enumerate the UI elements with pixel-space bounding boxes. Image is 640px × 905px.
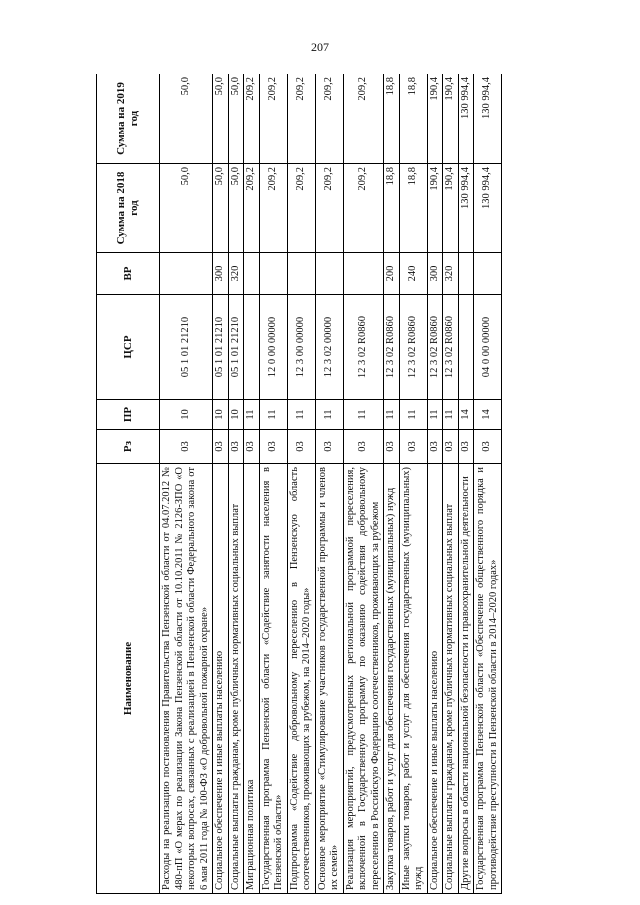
cell-csr: 12 3 02 00000 — [315, 295, 343, 400]
cell-sum-2018: 209,2 — [287, 164, 315, 253]
cell-sum-2018: 190,4 — [427, 164, 443, 253]
budget-table-container — [96, 74, 558, 894]
table-row — [244, 74, 260, 894]
cell-vr — [287, 253, 315, 295]
cell-name: Социальные выплаты гражданам, кроме публичных нормативных социальных выплат — [228, 464, 244, 894]
cell-csr: 12 3 02 R0860 — [443, 295, 459, 400]
cell-pr: 11 — [244, 400, 260, 430]
cell-csr — [244, 295, 260, 400]
cell-pr: 11 — [343, 400, 384, 430]
table-row — [384, 74, 400, 894]
cell-sum-2018: 190,4 — [443, 164, 459, 253]
budget-table — [96, 74, 502, 894]
cell-vr — [458, 253, 474, 295]
header-pr: ПР — [97, 400, 160, 430]
cell-sum-2019: 50,0 — [160, 74, 213, 164]
cell-pr: 11 — [287, 400, 315, 430]
cell-rz: 03 — [399, 430, 427, 464]
cell-name: Социальное обеспечение и иные выплаты населению — [213, 464, 229, 894]
cell-name: Социальные выплаты гражданам, кроме публичных нормативных социальных выплат — [443, 464, 459, 894]
cell-sum-2019: 209,2 — [244, 74, 260, 164]
cell-rz: 03 — [443, 430, 459, 464]
cell-sum-2019: 190,4 — [427, 74, 443, 164]
cell-name: Иные закупки товаров, работ и услуг для обеспечения государственных (муниципальных) нужд — [399, 464, 427, 894]
cell-csr: 12 3 00 00000 — [287, 295, 315, 400]
cell-csr — [458, 295, 474, 400]
cell-name: Подпрограмма «Содействие добровольному переселению в Пензенскую область соотечественников, проживающих за рубежом, на 2014–2020 годы» — [287, 464, 315, 894]
cell-pr: 10 — [228, 400, 244, 430]
table-row — [287, 74, 315, 894]
cell-csr: 05 1 01 21210 — [160, 295, 213, 400]
cell-csr: 05 1 01 21210 — [228, 295, 244, 400]
cell-sum-2018: 209,2 — [315, 164, 343, 253]
cell-pr: 11 — [443, 400, 459, 430]
cell-sum-2019: 190,4 — [443, 74, 459, 164]
cell-rz: 03 — [244, 430, 260, 464]
cell-rz: 03 — [384, 430, 400, 464]
cell-sum-2018: 209,2 — [259, 164, 287, 253]
table-row — [259, 74, 287, 894]
cell-pr: 11 — [259, 400, 287, 430]
table-row — [228, 74, 244, 894]
cell-sum-2019: 209,2 — [315, 74, 343, 164]
cell-csr: 12 3 02 R0860 — [399, 295, 427, 400]
cell-pr: 10 — [213, 400, 229, 430]
cell-sum-2018: 18,8 — [384, 164, 400, 253]
cell-pr: 11 — [427, 400, 443, 430]
cell-name: Социальное обеспечение и иные выплаты населению — [427, 464, 443, 894]
cell-rz: 03 — [259, 430, 287, 464]
table-row — [458, 74, 474, 894]
cell-vr — [259, 253, 287, 295]
cell-rz: 03 — [343, 430, 384, 464]
cell-vr: 320 — [443, 253, 459, 295]
cell-csr: 04 0 00 00000 — [474, 295, 502, 400]
cell-vr: 300 — [213, 253, 229, 295]
table-row — [213, 74, 229, 894]
table-row — [315, 74, 343, 894]
cell-sum-2019: 209,2 — [343, 74, 384, 164]
cell-name: Реализация мероприятий, предусмотренных региональной программой переселения, включенной в Государственную программу по оказанию содействия добровольному переселению в Российскую Федерацию соотечественников, проживающих за рубежом — [343, 464, 384, 894]
table-row — [443, 74, 459, 894]
cell-sum-2018: 130 994,4 — [474, 164, 502, 253]
page-number: 207 — [311, 40, 329, 54]
cell-vr — [244, 253, 260, 295]
cell-sum-2019: 18,8 — [399, 74, 427, 164]
header-csr: ЦСР — [97, 295, 160, 400]
header-vr: ВР — [97, 253, 160, 295]
cell-name: Государственная программа Пензенской области «Обеспечение общественного порядка и противодействие преступности в Пензенской области в 2014–2020 годах» — [474, 464, 502, 894]
table-row — [343, 74, 384, 894]
cell-rz: 03 — [315, 430, 343, 464]
cell-vr — [160, 253, 213, 295]
cell-name: Государственная программа Пензенской области «Содействие занятости населения в Пензенской области» — [259, 464, 287, 894]
table-header — [97, 74, 160, 894]
cell-rz: 03 — [160, 430, 213, 464]
cell-name: Основное мероприятие «Стимулирование участников государственной программы и членов их семей» — [315, 464, 343, 894]
cell-sum-2019: 209,2 — [259, 74, 287, 164]
cell-sum-2019: 50,0 — [213, 74, 229, 164]
cell-vr: 300 — [427, 253, 443, 295]
cell-sum-2019: 130 994,4 — [458, 74, 474, 164]
cell-vr — [315, 253, 343, 295]
cell-rz: 03 — [458, 430, 474, 464]
cell-csr: 12 3 02 R0860 — [427, 295, 443, 400]
table-row — [399, 74, 427, 894]
cell-rz: 03 — [228, 430, 244, 464]
table-row — [427, 74, 443, 894]
cell-vr — [343, 253, 384, 295]
cell-sum-2019: 209,2 — [287, 74, 315, 164]
cell-csr: 12 0 00 00000 — [259, 295, 287, 400]
cell-pr: 11 — [384, 400, 400, 430]
cell-pr: 14 — [474, 400, 502, 430]
cell-name: Закупка товаров, работ и услуг для обеспечения государственных (муниципальных) нужд — [384, 464, 400, 894]
cell-pr: 10 — [160, 400, 213, 430]
header-sum-2018: Сумма на 2018 год — [97, 164, 160, 253]
cell-sum-2018: 50,0 — [228, 164, 244, 253]
cell-rz: 03 — [427, 430, 443, 464]
cell-rz: 03 — [474, 430, 502, 464]
cell-pr: 14 — [458, 400, 474, 430]
cell-vr: 240 — [399, 253, 427, 295]
cell-rz: 03 — [213, 430, 229, 464]
cell-sum-2018: 209,2 — [244, 164, 260, 253]
cell-name: Другие вопросы в области национальной безопасности и правоохранительной деятельности — [458, 464, 474, 894]
header-rz: Рз — [97, 430, 160, 464]
table-row — [474, 74, 502, 894]
cell-csr: 05 1 01 21210 — [213, 295, 229, 400]
cell-sum-2018: 130 994,4 — [458, 164, 474, 253]
cell-rz: 03 — [287, 430, 315, 464]
header-sum-2019: Сумма на 2019 год — [97, 74, 160, 164]
cell-sum-2019: 130 994,4 — [474, 74, 502, 164]
table-row — [160, 74, 213, 894]
cell-vr: 200 — [384, 253, 400, 295]
cell-vr — [474, 253, 502, 295]
cell-sum-2018: 50,0 — [160, 164, 213, 253]
cell-pr: 11 — [315, 400, 343, 430]
header-name: Наименование — [97, 464, 160, 894]
cell-sum-2018: 50,0 — [213, 164, 229, 253]
cell-sum-2019: 50,0 — [228, 74, 244, 164]
cell-csr: 12 3 02 R0860 — [384, 295, 400, 400]
cell-csr: 12 3 02 R0860 — [343, 295, 384, 400]
rotated-page-area — [96, 74, 558, 894]
cell-sum-2018: 18,8 — [399, 164, 427, 253]
cell-sum-2018: 209,2 — [343, 164, 384, 253]
cell-name: Расходы на реализацию постановления Правительства Пензенской области от 04.07.2012 № 480-пП «О мерах по реализации Закона Пензенской области от 10.10.2011 № 2126-ЗПО «О некоторых вопросах, связанных с реализацией в Пензенской области Федерального закона от 6 мая 2011 года № 100-ФЗ «О добровольной пожарной охране» — [160, 464, 213, 894]
cell-pr: 11 — [399, 400, 427, 430]
cell-name: Миграционная политика — [244, 464, 260, 894]
cell-sum-2019: 18,8 — [384, 74, 400, 164]
cell-vr: 320 — [228, 253, 244, 295]
